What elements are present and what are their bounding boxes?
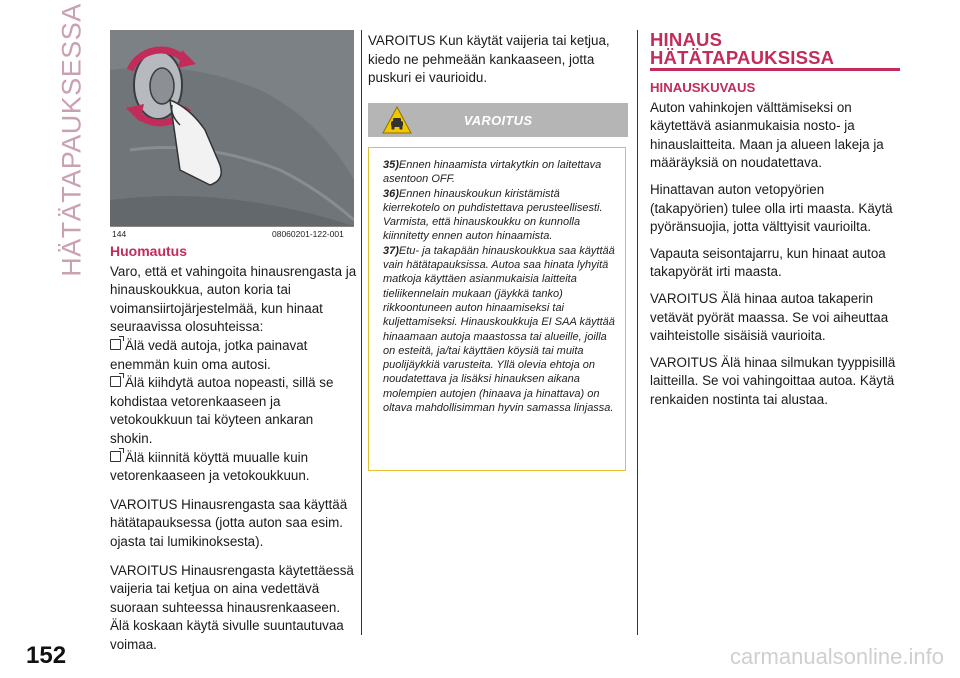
warning-paragraph: VAROITUS Hinausrengasta käytettäessä vaijeria tai ketjua on aina vedettävä suoraan suhteessa hinausrenkaaseen. Älä koskaan käytä sivulle suuntautuvaa voimaa.	[110, 562, 354, 652]
section-title-line-1: HINAUS	[650, 29, 723, 50]
note-intro: Varo, että et vahingoita hinausrengasta ja hinauskoukkua, auton koria tai voimansiirtojärjestelmää, kun hinaat seuraavissa olosuhteissa:	[110, 263, 357, 335]
note-bullet: Älä kiinnitä köyttä muualle kuin vetorenkaaseen ja vetokoukkuun.	[110, 449, 310, 484]
column-2-text	[368, 32, 628, 88]
note-bullet: Älä vedä autoja, jotka painavat enemmän kuin oma autosi.	[110, 337, 308, 372]
site-watermark: carmanualsonline.info	[729, 644, 944, 669]
checkbox-icon	[110, 451, 121, 462]
page-number: 152	[26, 642, 67, 669]
checkbox-icon	[110, 339, 121, 350]
warning-paragraph: VAROITUS Kun käytät vaijeria tai ketjua, kiedo ne pehmeään kankaaseen, jotta puskuri ei vaurioidu.	[368, 33, 610, 86]
body-paragraph: Auton vahinkojen välttämiseksi on käytettävä asianmukaisia nosto- ja hinauslaitteita. Maan ja alueen lakeja ja määräyksiä on noudatettava.	[650, 99, 884, 171]
section-title-line-2: HÄTÄTAPAUKSISSA	[650, 47, 835, 68]
body-paragraph: Vapauta seisontajarru, kun hinaat autoa takapyörät irti maasta.	[650, 245, 886, 280]
towing-hook-illustration	[110, 30, 354, 226]
warning-paragraph: VAROITUS Hinausrengasta saa käyttää hätätapauksessa (jotta auton saa esim. ojasta tai lumikinoksesta).	[110, 496, 348, 549]
figure-caption-rule	[110, 226, 354, 227]
column-divider-2	[637, 30, 638, 635]
warning-title: VAROITUS	[463, 113, 533, 128]
figure-code: 08060201-122-001	[272, 229, 344, 239]
towing-hook-drawing	[110, 30, 354, 226]
warning-note: 36)Ennen hinauskoukun kiristämistä kierrekotelo on puhdistettava perusteellisesti. Varmista, että hinauskoukku on kunnolla kiinnitetty ennen auton hinaamista.	[383, 187, 603, 243]
body-paragraph: VAROITUS Älä hinaa silmukan tyyppisillä laitteilla. Se voi vahingoittaa autoa. Käytä renkaiden nostinta tai alustaa.	[650, 354, 896, 407]
note-number: 36)	[383, 187, 399, 200]
column-1	[110, 242, 358, 664]
section-subtitle: HINAUSKUVAUS	[650, 80, 756, 95]
note-heading: Huomautus	[110, 243, 187, 259]
side-section-title-text: HÄTÄTAPAUKSESSA	[56, 3, 87, 277]
warning-note: 37)Etu- ja takapään hinauskoukkua saa käyttää vain hätätapauksissa. Autoa saa hinata lyhyitä matkoja käyttäen asianmukaisia laitteita tieliikennelain mukaan (jäykkä tanko) rikkoontuneen auton hinaamiseksi tai kuljettamiseksi. Hinauskoukkuja EI SAA käyttää hinaamaan autoja maastossa tai alueille, joilla on esteitä, ja/tai käyttäen köysiä tai muita puolijäykkiä varusteita. Yllä olevia ehtoja on noudatettava ja lisäksi hinauksen aikana molempien autojen (hinaava ja hinattava) on oltava mahdollisimman hyvin samassa linjassa.	[383, 244, 615, 415]
side-section-title	[52, 3, 92, 277]
warning-notes-box	[368, 147, 626, 471]
body-paragraph: VAROITUS Älä hinaa autoa takaperin vetävät pyörät maassa. Se voi aiheuttaa vaihteistolle sisäisiä vaurioita.	[650, 290, 889, 344]
warning-note: 35)Ennen hinaamista virtakytkin on laitettava asentoon OFF.	[383, 159, 602, 186]
checkbox-icon	[110, 376, 121, 387]
column-3	[650, 79, 902, 418]
section-title	[650, 31, 900, 67]
section-title-rule	[650, 68, 900, 71]
warning-header	[368, 103, 628, 137]
note-bullet: Älä kiihdytä autoa nopeasti, sillä se kohdistaa vetorenkaaseen ja vetokoukkuun tai köyteen ankaran shokin.	[110, 375, 334, 446]
figure-number: 144	[112, 229, 127, 239]
note-number: 37)	[383, 244, 399, 257]
column-divider-1	[361, 30, 362, 635]
note-number: 35)	[383, 159, 399, 171]
body-paragraph: Hinattavan auton vetopyörien (takapyörien) tulee olla irti maasta. Käytä pyöränsuojia, jotta välttyisit vaurioilta.	[650, 181, 893, 235]
